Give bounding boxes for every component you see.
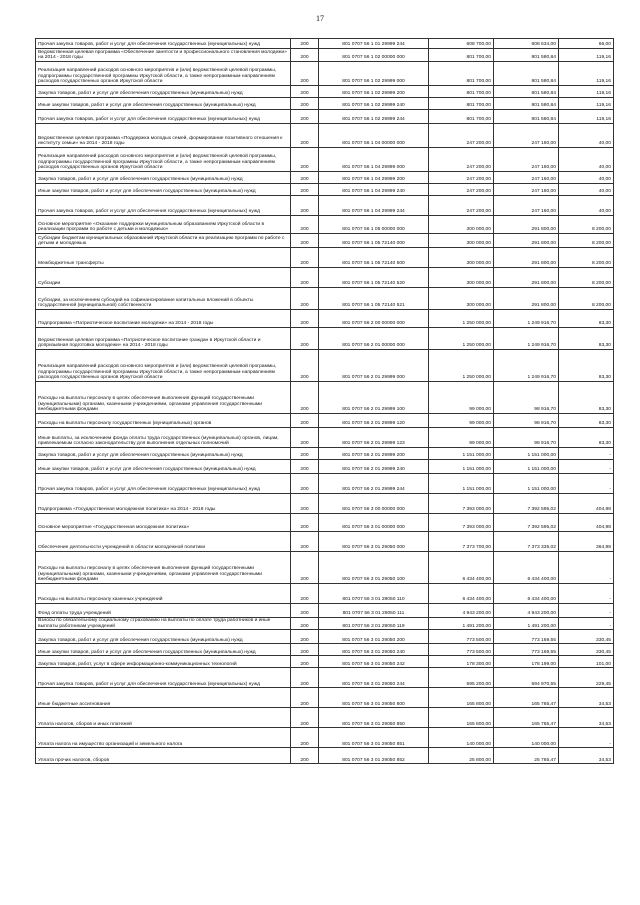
row-unexecuted: 8 200,00: [559, 234, 614, 248]
row-name: Закупка товаров, работ и услуг для обеспечения государственных (муниципальных) нужд: [36, 448, 291, 460]
row-kbk: 801 0707 56 3 01 29050 240: [319, 644, 429, 656]
row-kbk: 801 0707 56 1 04 29999 000: [319, 148, 429, 172]
table-row: [36, 514, 614, 532]
row-code: 200: [291, 110, 319, 124]
row-approved: 1 151 000,00: [429, 448, 494, 460]
row-name: Уплата прочих налогов, сборов: [36, 748, 291, 764]
row-name: Иные закупки товаров, работ и услуг для обеспечения государственных (муниципальных) нужд: [36, 644, 291, 656]
row-code: 200: [291, 708, 319, 728]
table-row: [36, 86, 614, 98]
table-row: [36, 644, 614, 656]
row-unexecuted: 8 200,00: [559, 216, 614, 234]
row-executed: 1 151 000,00: [494, 474, 559, 494]
row-unexecuted: 119,16: [559, 86, 614, 98]
row-kbk: 801 0707 56 3 01 00000 000: [319, 514, 429, 532]
row-name: Реализация направлений расходов основного мероприятия и (или) ведомственной целевой программы, подпрограммы государственной программы Иркутской области, а также непрограммным направлениям расходов государственных органов Иркутской области: [36, 148, 291, 172]
row-unexecuted: 330,45: [559, 630, 614, 644]
row-unexecuted: 8 200,00: [559, 268, 614, 288]
row-code: 200: [291, 62, 319, 86]
row-executed: 140 000,00: [494, 728, 559, 748]
row-code: 200: [291, 630, 319, 644]
row-code: 200: [291, 288, 319, 310]
row-unexecuted: 34,53: [559, 688, 614, 708]
row-executed: 1 491 200,00: [494, 618, 559, 630]
table-row: [36, 124, 614, 148]
table-row: [36, 688, 614, 708]
row-kbk: 801 0707 56 1 02 29999 244: [319, 110, 429, 124]
row-executed: 594 970,55: [494, 668, 559, 688]
row-executed: 608 634,00: [494, 39, 559, 49]
table-row: [36, 668, 614, 688]
table-row: [36, 216, 614, 234]
row-name: Расходы на выплаты персоналу в целях обеспечения выполнения функций государственными (муниципальными) органами, казенными учреждениями, органами управления государственными внебюджетными фондами: [36, 552, 291, 584]
table-row: [36, 382, 614, 414]
row-approved: 99 000,00: [429, 414, 494, 428]
table-row: [36, 708, 614, 728]
row-name: Основное мероприятие «Оказание поддержки муниципальным образованиям Иркутской области в реализации программ по работе с детьми и молодежью»: [36, 216, 291, 234]
row-unexecuted: 34,53: [559, 748, 614, 764]
row-kbk: 801 0707 56 2 01 29999 200: [319, 448, 429, 460]
row-code: 200: [291, 172, 319, 184]
row-name: Расходы на выплаты персоналу государственных (муниципальных) органов: [36, 414, 291, 428]
row-unexecuted: 229,45: [559, 668, 614, 688]
row-name: Расходы на выплаты персоналу казенных учреждений: [36, 584, 291, 604]
table-row: [36, 110, 614, 124]
table-row: [36, 148, 614, 172]
row-name: Субсидии бюджетам муниципальных образований Иркутской области на реализацию программ по работе с детьми и молодежью: [36, 234, 291, 248]
row-executed: 247 160,00: [494, 184, 559, 196]
table-row: [36, 98, 614, 110]
row-name: Реализация направлений расходов основного мероприятия и (или) ведомственной целевой программы, подпрограммы государственной программы Иркутской области, а также непрограммным направлениям расходов государственных органов Иркутской области: [36, 350, 291, 382]
row-approved: 300 000,00: [429, 248, 494, 268]
row-kbk: 801 0707 56 1 02 29999 240: [319, 98, 429, 110]
row-executed: 291 800,00: [494, 248, 559, 268]
row-kbk: 801 0707 56 3 01 29050 111: [319, 604, 429, 618]
row-executed: 801 580,84: [494, 86, 559, 98]
row-approved: 1 250 000,00: [429, 310, 494, 328]
row-approved: 801 700,00: [429, 49, 494, 62]
row-code: 200: [291, 618, 319, 630]
row-name: Иные закупки товаров, работ и услуг для обеспечения государственных (муниципальных) нужд: [36, 98, 291, 110]
row-unexecuted: 40,00: [559, 196, 614, 216]
row-code: 200: [291, 328, 319, 350]
table-row: [36, 448, 614, 460]
row-code: 200: [291, 216, 319, 234]
table-row: [36, 350, 614, 382]
row-name: Прочая закупка товаров, работ и услуг для обеспечения государственных (муниципальных) нужд: [36, 474, 291, 494]
row-approved: 801 700,00: [429, 86, 494, 98]
row-unexecuted: -: [559, 584, 614, 604]
row-unexecuted: 40,00: [559, 172, 614, 184]
row-code: 200: [291, 604, 319, 618]
row-approved: 165 800,00: [429, 688, 494, 708]
row-unexecuted: 364,98: [559, 532, 614, 552]
row-name: Закупка товаров, работ и услуг для обеспечения государственных (муниципальных) нужд: [36, 630, 291, 644]
row-unexecuted: -: [559, 460, 614, 474]
row-code: 200: [291, 688, 319, 708]
row-code: 200: [291, 382, 319, 414]
row-unexecuted: 101,00: [559, 656, 614, 668]
row-name: Субсидии: [36, 268, 291, 288]
row-name: Прочая закупка товаров, работ и услуг для обеспечения государственных (муниципальных) нужд: [36, 39, 291, 49]
row-kbk: 801 0707 56 1 02 29999 000: [319, 62, 429, 86]
row-code: 200: [291, 748, 319, 764]
table-row: [36, 532, 614, 552]
row-kbk: 801 0707 56 1 02 29999 200: [319, 86, 429, 98]
row-name: Подпрограмма «Патриотическое воспитание молодежи» на 2014 - 2018 годы: [36, 310, 291, 328]
row-kbk: 801 0707 56 2 01 00000 000: [319, 328, 429, 350]
row-name: Межбюджетные трансферты: [36, 248, 291, 268]
row-unexecuted: 119,16: [559, 110, 614, 124]
row-unexecuted: 83,30: [559, 328, 614, 350]
row-executed: 291 800,00: [494, 234, 559, 248]
row-code: 200: [291, 414, 319, 428]
table-row: [36, 196, 614, 216]
row-code: 200: [291, 49, 319, 62]
row-code: 200: [291, 148, 319, 172]
row-executed: 247 160,00: [494, 172, 559, 184]
table-row: [36, 656, 614, 668]
table-row: [36, 728, 614, 748]
row-executed: 291 800,00: [494, 268, 559, 288]
row-kbk: 801 0707 56 3 01 29050 850: [319, 708, 429, 728]
row-executed: 7 392 595,02: [494, 514, 559, 532]
row-name: Субсидии, за исключением субсидий на софинансирование капитальных вложений в объекты государственной (муниципальной) собственности: [36, 288, 291, 310]
row-executed: 801 580,84: [494, 110, 559, 124]
row-approved: 7 393 000,00: [429, 514, 494, 532]
row-approved: 1 491 200,00: [429, 618, 494, 630]
row-unexecuted: 8 200,00: [559, 248, 614, 268]
row-unexecuted: 83,30: [559, 428, 614, 448]
row-approved: 6 434 400,00: [429, 584, 494, 604]
row-name: Иные закупки товаров, работ и услуг для обеспечения государственных (муниципальных) нужд: [36, 460, 291, 474]
row-kbk: 801 0707 56 2 01 29999 240: [319, 460, 429, 474]
table-row: [36, 474, 614, 494]
row-approved: 178 300,00: [429, 656, 494, 668]
row-kbk: 801 0707 56 1 05 72140 521: [319, 288, 429, 310]
row-unexecuted: 66,00: [559, 39, 614, 49]
row-code: 200: [291, 460, 319, 474]
row-kbk: 801 0707 56 1 05 00000 000: [319, 216, 429, 234]
row-code: 200: [291, 428, 319, 448]
row-approved: 4 943 200,00: [429, 604, 494, 618]
row-kbk: 801 0707 56 3 01 29050 100: [319, 552, 429, 584]
row-code: 200: [291, 248, 319, 268]
row-approved: 300 000,00: [429, 268, 494, 288]
row-name: Иные закупки товаров, работ и услуг для обеспечения государственных (муниципальных) нужд: [36, 184, 291, 196]
table-row: [36, 288, 614, 310]
row-approved: 165 800,00: [429, 708, 494, 728]
row-executed: 98 916,70: [494, 382, 559, 414]
row-name: Уплата налога на имущество организаций и земельного налога: [36, 728, 291, 748]
row-executed: 773 169,55: [494, 644, 559, 656]
row-executed: 247 160,00: [494, 124, 559, 148]
row-approved: 300 000,00: [429, 288, 494, 310]
row-approved: 300 000,00: [429, 216, 494, 234]
row-kbk: 801 0707 56 1 05 72140 520: [319, 268, 429, 288]
row-name: Закупка товаров, работ и услуг для обеспечения государственных (муниципальных) нужд: [36, 86, 291, 98]
row-kbk: 801 0707 56 3 01 29050 242: [319, 656, 429, 668]
row-approved: 7 393 000,00: [429, 494, 494, 514]
row-code: 200: [291, 584, 319, 604]
table-row: [36, 172, 614, 184]
table-row: [36, 494, 614, 514]
row-executed: 165 765,47: [494, 688, 559, 708]
row-kbk: 801 0707 56 1 01 29999 244: [319, 39, 429, 49]
row-name: Закупка товаров, работ, услуг в сфере информационно-коммуникационных технологий: [36, 656, 291, 668]
table-row: [36, 428, 614, 448]
table-row: [36, 584, 614, 604]
row-kbk: 801 0707 56 1 04 29999 240: [319, 184, 429, 196]
row-approved: 608 700,00: [429, 39, 494, 49]
row-executed: 773 169,55: [494, 630, 559, 644]
row-unexecuted: 119,16: [559, 98, 614, 110]
row-executed: 1 249 916,70: [494, 350, 559, 382]
row-unexecuted: 330,45: [559, 644, 614, 656]
budget-table: [35, 38, 614, 764]
row-unexecuted: -: [559, 552, 614, 584]
row-code: 200: [291, 234, 319, 248]
row-approved: 25 800,00: [429, 748, 494, 764]
row-kbk: 801 0707 56 3 01 29050 852: [319, 748, 429, 764]
row-code: 200: [291, 656, 319, 668]
row-unexecuted: 83,30: [559, 310, 614, 328]
table-row: [36, 604, 614, 618]
row-name: Закупка товаров, работ и услуг для обеспечения государственных (муниципальных) нужд: [36, 172, 291, 184]
row-approved: 1 151 000,00: [429, 460, 494, 474]
row-approved: 801 700,00: [429, 98, 494, 110]
row-name: Уплата налогов, сборов и иных платежей: [36, 708, 291, 728]
row-kbk: 801 0707 56 1 05 72140 000: [319, 234, 429, 248]
row-unexecuted: -: [559, 728, 614, 748]
row-approved: 1 250 000,00: [429, 328, 494, 350]
row-kbk: 801 0707 56 2 01 29999 244: [319, 474, 429, 494]
row-name: Прочая закупка товаров, работ и услуг для обеспечения государственных (муниципальных) нужд: [36, 110, 291, 124]
row-name: Ведомственная целевая программа «Поддержка молодых семей, формирование позитивного отношения к институту семьи» на 2014 - 2018 годы: [36, 124, 291, 148]
row-executed: 98 916,70: [494, 428, 559, 448]
page-number: 17: [316, 14, 324, 23]
budget-table-body: [36, 39, 614, 764]
row-code: 200: [291, 644, 319, 656]
row-code: 200: [291, 350, 319, 382]
row-executed: 6 434 400,00: [494, 584, 559, 604]
row-code: 200: [291, 98, 319, 110]
row-executed: 801 580,84: [494, 98, 559, 110]
table-row: [36, 184, 614, 196]
row-executed: 247 160,00: [494, 196, 559, 216]
row-kbk: 801 0707 56 1 02 00000 000: [319, 49, 429, 62]
row-name: Иные бюджетные ассигнования: [36, 688, 291, 708]
row-name: Прочая закупка товаров, работ и услуг для обеспечения государственных (муниципальных) нужд: [36, 668, 291, 688]
row-name: Прочая закупка товаров, работ и услуг для обеспечения государственных (муниципальных) нужд: [36, 196, 291, 216]
row-unexecuted: 404,98: [559, 494, 614, 514]
row-code: 200: [291, 86, 319, 98]
row-code: 200: [291, 514, 319, 532]
row-executed: 291 800,00: [494, 216, 559, 234]
row-kbk: 801 0707 56 2 01 29999 000: [319, 350, 429, 382]
row-approved: 1 250 000,00: [429, 350, 494, 382]
row-name: Иные выплаты, за исключением фонда оплаты труда государственных (муниципальных) органов, лицам, привлекаемым согласно законодательству для выполнения отдельных полномочий: [36, 428, 291, 448]
row-unexecuted: 83,30: [559, 382, 614, 414]
row-code: 200: [291, 552, 319, 584]
row-executed: 801 580,84: [494, 49, 559, 62]
row-approved: 247 200,00: [429, 172, 494, 184]
row-kbk: 801 0707 56 2 01 29999 100: [319, 382, 429, 414]
row-code: 200: [291, 728, 319, 748]
row-name: Ведомственная целевая программа «Патриотическое воспитание граждан в Иркутской области и допризывная подготовка молодежи» на 2014 - 2018 годы: [36, 328, 291, 350]
row-approved: 773 500,00: [429, 644, 494, 656]
row-code: 200: [291, 39, 319, 49]
row-code: 200: [291, 474, 319, 494]
table-row: [36, 630, 614, 644]
row-name: Расходы на выплаты персоналу в целях обеспечения выполнения функций государственными (муниципальными) органами, казенными учреждениями, органами управления государственными внебюджетными фондами: [36, 382, 291, 414]
row-unexecuted: 83,30: [559, 414, 614, 428]
row-kbk: 801 0707 56 1 04 29999 244: [319, 196, 429, 216]
table-row: [36, 414, 614, 428]
row-code: 200: [291, 310, 319, 328]
row-executed: 25 765,47: [494, 748, 559, 764]
row-approved: 801 700,00: [429, 110, 494, 124]
table-row: [36, 268, 614, 288]
row-name: Фонд оплаты труда учреждений: [36, 604, 291, 618]
table-row: [36, 49, 614, 62]
row-code: 200: [291, 184, 319, 196]
row-code: 200: [291, 196, 319, 216]
row-kbk: 801 0707 56 2 00 00000 000: [319, 310, 429, 328]
row-approved: 140 000,00: [429, 728, 494, 748]
table-row: [36, 618, 614, 630]
row-executed: 1 249 916,70: [494, 310, 559, 328]
row-approved: 6 434 400,00: [429, 552, 494, 584]
row-approved: 7 373 700,00: [429, 532, 494, 552]
row-unexecuted: 119,16: [559, 49, 614, 62]
row-unexecuted: 119,16: [559, 62, 614, 86]
table-row: [36, 310, 614, 328]
row-code: 200: [291, 448, 319, 460]
row-executed: 165 765,47: [494, 708, 559, 728]
row-executed: 1 151 000,00: [494, 460, 559, 474]
row-executed: 7 392 595,02: [494, 494, 559, 514]
row-name: Ведомственная целевая программа «Обеспечение занятости и профессионального становления молодежи» на 2014 - 2018 годы: [36, 49, 291, 62]
row-kbk: 801 0707 56 1 05 72140 500: [319, 248, 429, 268]
row-unexecuted: 404,98: [559, 514, 614, 532]
row-executed: 7 373 335,02: [494, 532, 559, 552]
row-executed: 801 580,84: [494, 62, 559, 86]
table-row: [36, 248, 614, 268]
row-approved: 595 200,00: [429, 668, 494, 688]
table-row: [36, 552, 614, 584]
row-code: 200: [291, 532, 319, 552]
row-kbk: 801 0707 56 3 01 29050 110: [319, 584, 429, 604]
row-kbk: 801 0707 56 3 01 29050 244: [319, 668, 429, 688]
row-approved: 99 000,00: [429, 428, 494, 448]
table-row: [36, 39, 614, 49]
row-executed: 1 151 000,00: [494, 448, 559, 460]
row-approved: 247 200,00: [429, 148, 494, 172]
table-row: [36, 234, 614, 248]
row-kbk: 801 0707 56 2 01 29999 123: [319, 428, 429, 448]
table-row: [36, 328, 614, 350]
row-approved: 801 700,00: [429, 62, 494, 86]
row-executed: 6 434 400,00: [494, 552, 559, 584]
row-code: 200: [291, 268, 319, 288]
row-approved: 773 500,00: [429, 630, 494, 644]
row-unexecuted: -: [559, 618, 614, 630]
row-unexecuted: 40,00: [559, 148, 614, 172]
row-approved: 300 000,00: [429, 234, 494, 248]
row-unexecuted: -: [559, 448, 614, 460]
row-name: Подпрограмма «Государственная молодежная политика» на 2014 - 2018 годы: [36, 494, 291, 514]
row-approved: 99 000,00: [429, 382, 494, 414]
row-code: 200: [291, 668, 319, 688]
row-kbk: 801 0707 56 3 01 29050 200: [319, 630, 429, 644]
row-executed: 291 800,00: [494, 288, 559, 310]
row-code: 200: [291, 494, 319, 514]
row-kbk: 801 0707 56 3 01 29050 800: [319, 688, 429, 708]
row-kbk: 801 0707 56 3 01 29050 851: [319, 728, 429, 748]
row-approved: 247 200,00: [429, 184, 494, 196]
row-executed: 4 943 200,00: [494, 604, 559, 618]
row-code: 200: [291, 124, 319, 148]
row-unexecuted: -: [559, 604, 614, 618]
row-executed: 247 160,00: [494, 148, 559, 172]
row-executed: 178 199,00: [494, 656, 559, 668]
table-row: [36, 62, 614, 86]
table-row: [36, 460, 614, 474]
row-kbk: 801 0707 56 1 04 29999 200: [319, 172, 429, 184]
row-unexecuted: 8 200,00: [559, 288, 614, 310]
row-name: Основное мероприятие «Государственная молодежная политика»: [36, 514, 291, 532]
row-name: Реализация направлений расходов основного мероприятия и (или) ведомственной целевой программы, подпрограммы государственной программы Иркутской области, а также непрограммным направлениям расходов государственных органов Иркутской области: [36, 62, 291, 86]
row-approved: 247 200,00: [429, 196, 494, 216]
row-approved: 1 151 000,00: [429, 474, 494, 494]
row-name: Обеспечение деятельности учреждений в области молодежной политики: [36, 532, 291, 552]
row-kbk: 801 0707 56 3 00 00000 000: [319, 494, 429, 514]
row-name: Взносы по обязательному социальному страхованию на выплаты по оплате труда работников и иные выплаты работникам учреждений: [36, 618, 291, 630]
row-kbk: 801 0707 56 3 01 29050 119: [319, 618, 429, 630]
row-executed: 1 249 916,70: [494, 328, 559, 350]
row-unexecuted: 40,00: [559, 184, 614, 196]
row-unexecuted: 34,53: [559, 708, 614, 728]
row-executed: 98 916,70: [494, 414, 559, 428]
row-approved: 247 200,00: [429, 124, 494, 148]
row-kbk: 801 0707 56 2 01 29999 120: [319, 414, 429, 428]
row-unexecuted: -: [559, 474, 614, 494]
row-kbk: 801 0707 56 3 01 29050 000: [319, 532, 429, 552]
row-kbk: 801 0707 56 1 04 00000 000: [319, 124, 429, 148]
row-unexecuted: 40,00: [559, 124, 614, 148]
table-row: [36, 748, 614, 764]
row-unexecuted: 83,30: [559, 350, 614, 382]
